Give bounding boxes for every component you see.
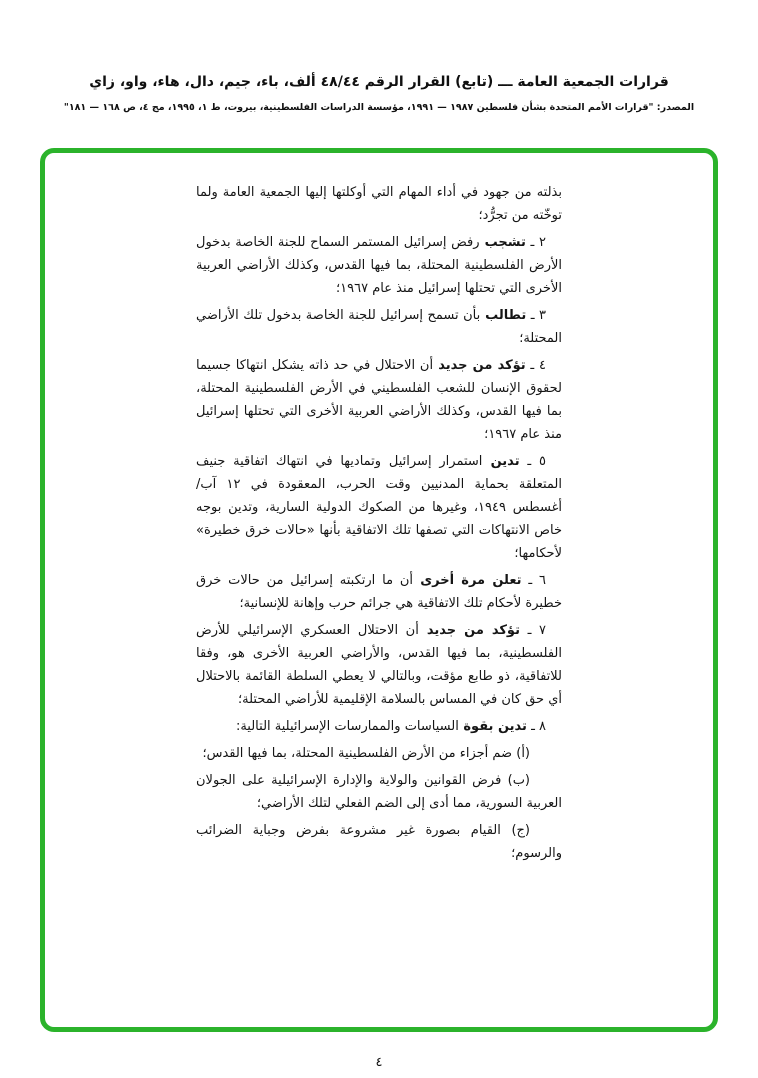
- paragraph: [196, 231, 562, 300]
- paragraph-number: (ب): [501, 773, 531, 788]
- paragraph: [196, 354, 562, 446]
- green-document-frame: [40, 148, 718, 1032]
- paragraph-text: أن ما ارتكبته إسرائيل من حالات خرق خطيرة لأحكام تلك الاتفاقية هي جرائم حرب وإهانة للإنسانية؛: [196, 573, 562, 611]
- document-title: قرارات الجمعية العامة ـــ (تابع) القرار الرقم ٤٨/٤٤ ألف، باء، جيم، دال، هاء، واو، زاي: [89, 74, 669, 90]
- paragraph-subitem: [196, 819, 562, 865]
- page-number: ٤: [375, 1055, 383, 1070]
- paragraph-lead: تعلن مرة أخرى: [413, 573, 522, 588]
- paragraph: [196, 181, 562, 227]
- paragraph-number: ٣ ـ: [526, 308, 546, 323]
- paragraph-text: بأن تسمح إسرائيل للجنة الخاصة بدخول تلك الأراضي المحتلة؛: [196, 308, 562, 346]
- paragraph-text: استمرار إسرائيل وتماديها في انتهاك اتفاقية جنيف المتعلقة بحماية المدنيين وقت الحرب، المعقودة في ١٢ آب/ أغسطس ١٩٤٩، وغيرها من الصكوك الدولية السارية، وتدين بوجه خاص الانتهاكات التي تصفها تلك الاتفاقية بأنها «حالات خرق خطيرة» لأحكامها؛: [196, 454, 562, 561]
- paragraph: [196, 450, 562, 565]
- paragraph: [196, 304, 562, 350]
- paragraph-lead: تؤكد من جديد: [433, 358, 526, 373]
- paragraph-text: ضم أجزاء من الأرض الفلسطينية المحتلة، بما فيها القدس؛: [202, 746, 513, 761]
- paragraph-text: رفض إسرائيل المستمر السماح للجنة الخاصة بدخول الأرض الفلسطينية المحتلة، بما فيها القدس، وكذلك الأراضي العربية الأخرى التي تحتلها إسرائيل منذ عام ١٩٦٧؛: [196, 235, 562, 296]
- paragraph-number: ٧ ـ: [519, 623, 546, 638]
- paragraph-lead: تدين: [482, 454, 520, 469]
- paragraph-text: أن الاحتلال العسكري الإسرائيلي للأرض الفلسطينية، بما فيها القدس، والأراضي العربية الأخرى هو، وفقا للاتفاقية، ذو طابع مؤقت، وبالتالي لا يعطي السلطة القائمة بالاحتلال أي حق كان في المساس بالسلامة الإقليمية للأراضي المحتلة؛: [196, 623, 562, 707]
- paragraph-number: ٥ ـ: [519, 454, 547, 469]
- paragraph-lead: تؤكد من جديد: [418, 623, 520, 638]
- paragraph: [196, 619, 562, 711]
- paragraph-number: ٢ ـ: [525, 235, 546, 250]
- paragraph-lead: تشجب: [479, 235, 526, 250]
- paragraph: [196, 569, 562, 615]
- paragraph-number: ٤ ـ: [525, 358, 546, 373]
- paragraph-text: فرض القوانين والولاية والإدارة الإسرائيلية على الجولان العربية السورية، مما أدى إلى الضم الفعلي لتلك الأراضي؛: [196, 773, 562, 811]
- paragraph-subitem: [196, 742, 562, 765]
- paragraph-text: أن الاحتلال في حد ذاته يشكل انتهاكا جسيما لحقوق الإنسان للشعب الفلسطيني في الأرض الفلسطينية المحتلة، بما فيها القدس، وكذلك الأراضي العربية الأخرى التي تحتلها إسرائيل منذ عام ١٩٦٧؛: [196, 358, 562, 442]
- paragraph-subitem: [196, 769, 562, 815]
- source-line: المصدر: "قرارات الأمم المتحدة بشأن فلسطين ١٩٨٧ — ١٩٩١، مؤسسة الدراسات الفلسطينية، بيروت، ط ١، ١٩٩٥، مج ٤، ص ١٦٨ — ١٨١": [63, 102, 695, 113]
- paragraph-text: السياسات والممارسات الإسرائيلية التالية:: [235, 719, 459, 734]
- paragraph-number: (ج): [500, 823, 531, 838]
- paragraph-lead: تدين بقوة: [458, 719, 527, 734]
- paragraph-number: ٦ ـ: [521, 573, 547, 588]
- paragraph: [196, 715, 562, 738]
- paragraph-text: القيام بصورة غير مشروعة بفرض وجباية الضرائب والرسوم؛: [196, 823, 562, 861]
- paragraph-number: (أ): [512, 746, 530, 761]
- paragraph-lead: تطالب: [480, 308, 527, 323]
- body-text-column: [196, 181, 562, 865]
- paragraph-number: ٨ ـ: [526, 719, 546, 734]
- paragraph-text: بذلته من جهود في أداء المهام التي أوكلتها إليها الجمعية العامة ولما توخّته من تجرُّد؛: [196, 185, 562, 223]
